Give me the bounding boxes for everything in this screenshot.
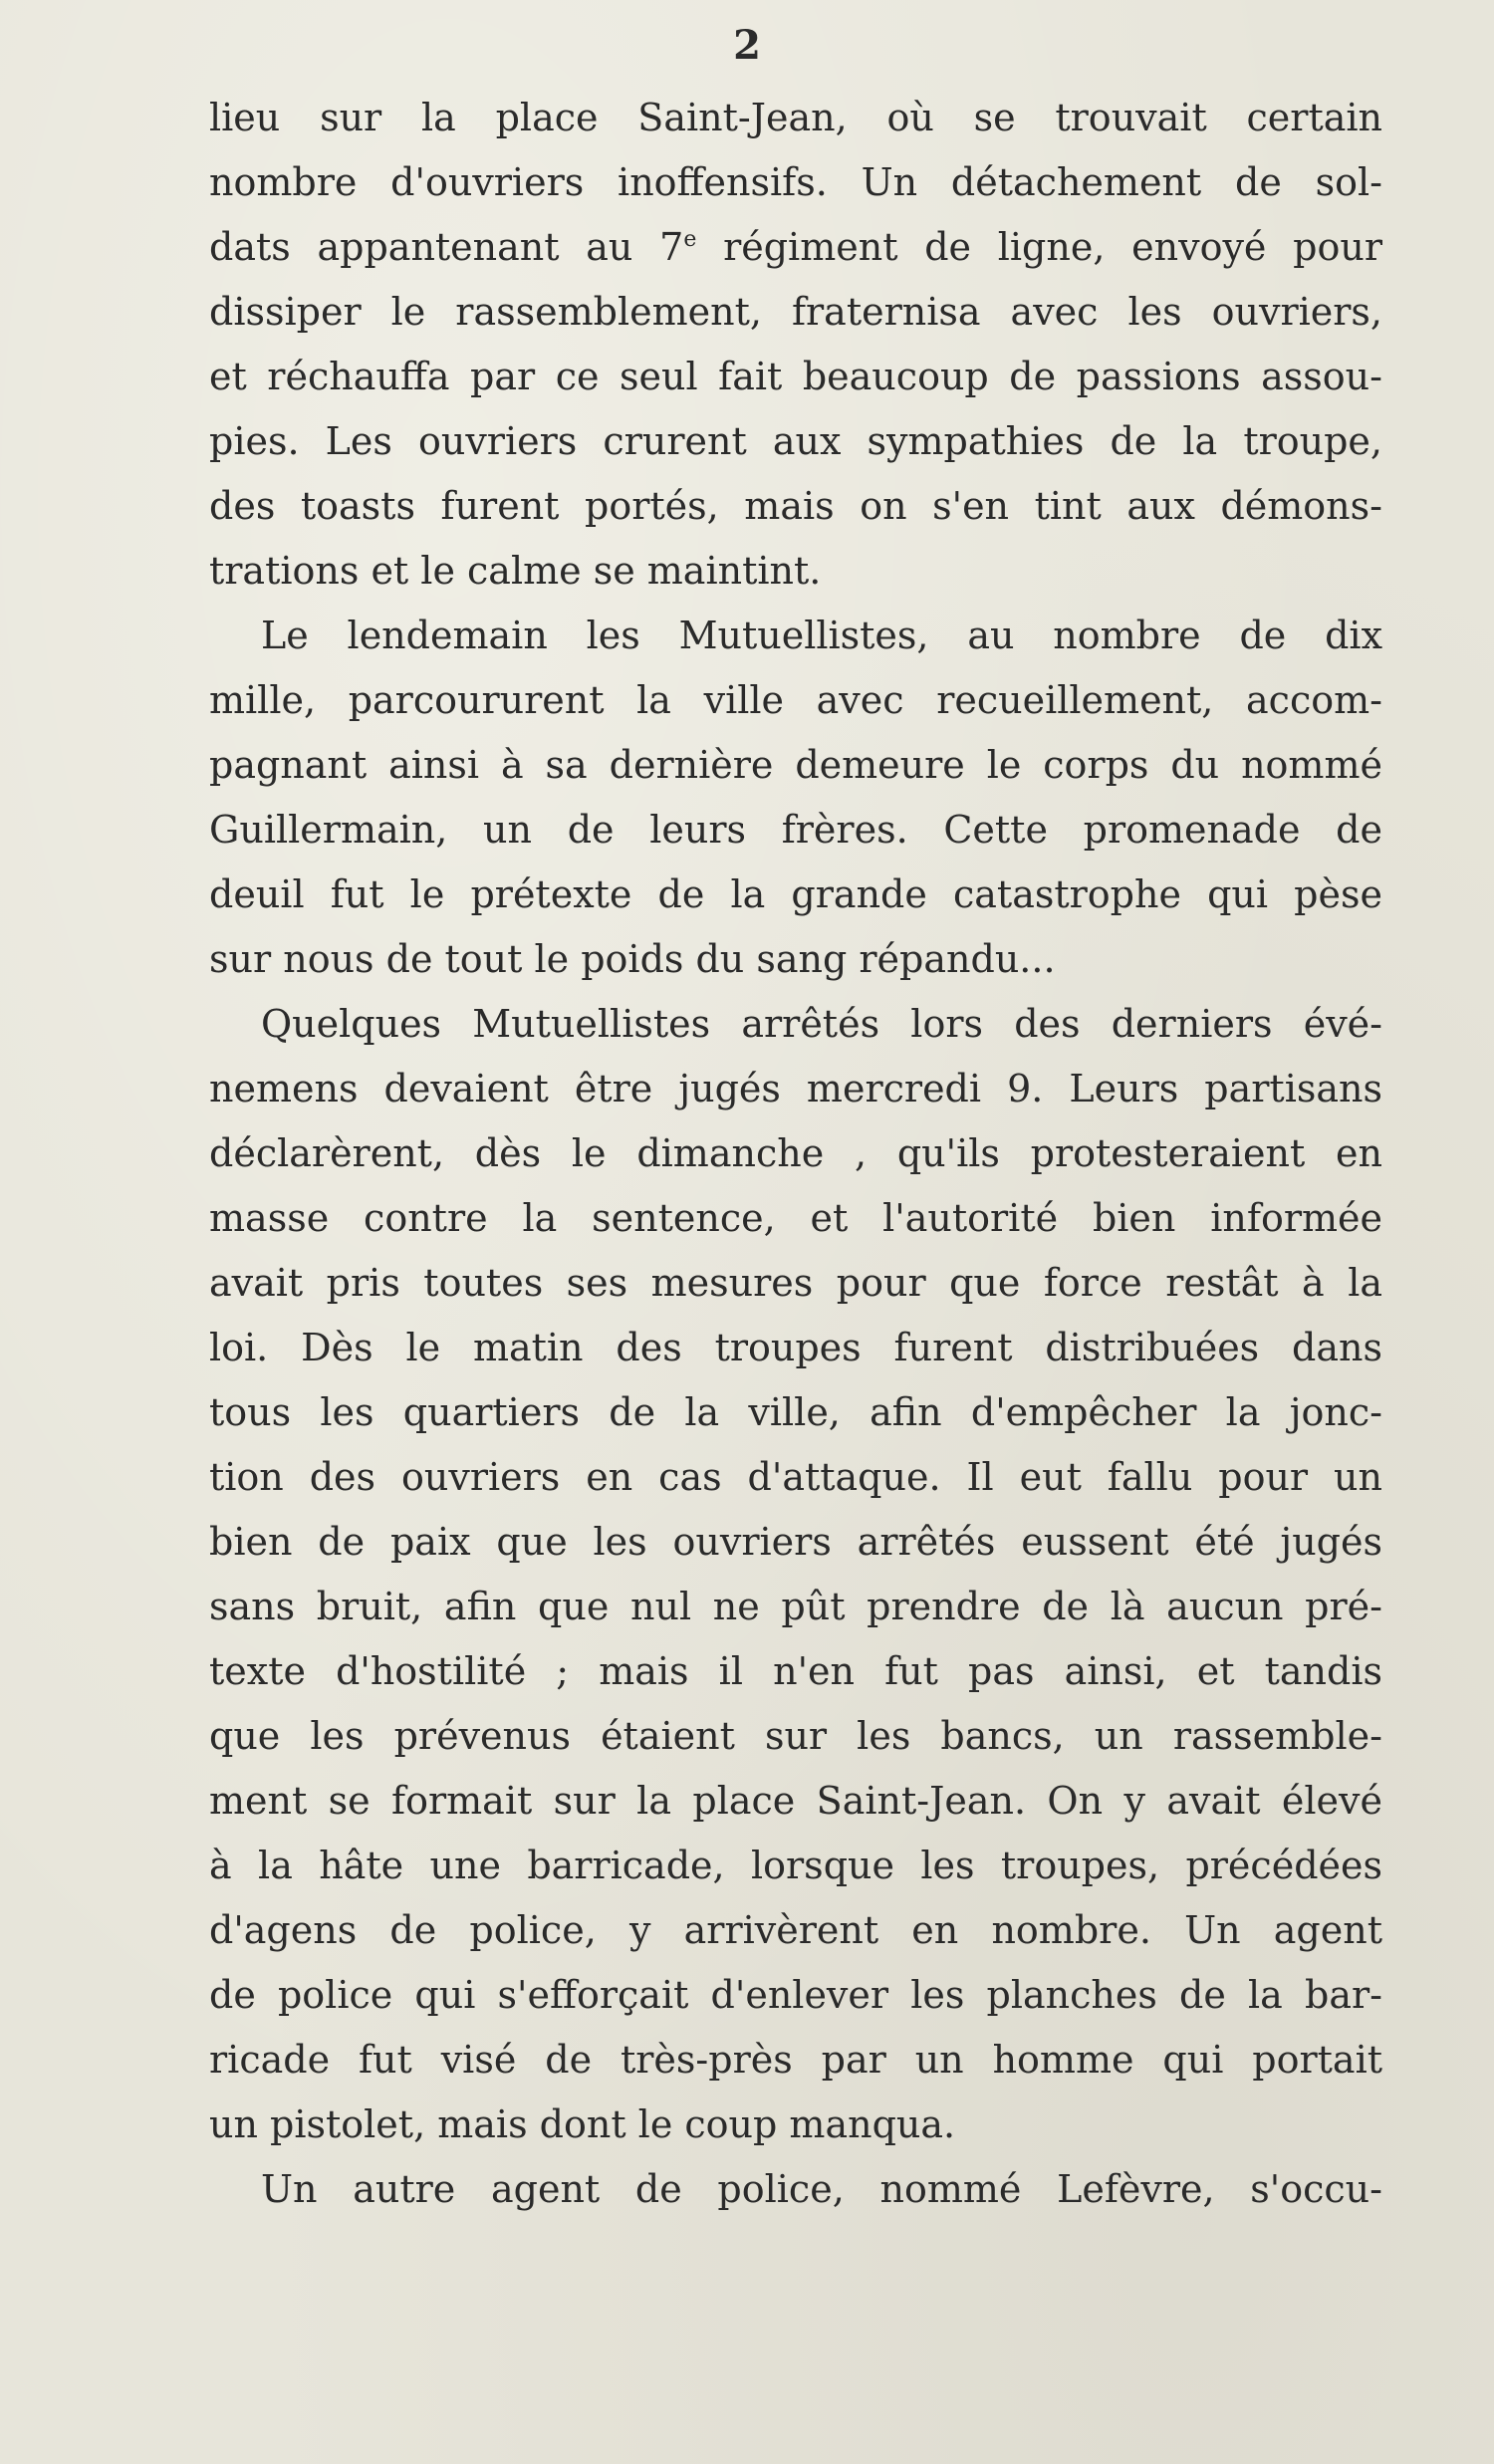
text-line: pies. Les ouvriers crurent aux sympathies de la troupe,	[209, 419, 1382, 463]
text-line: que les prévenus étaient sur les bancs, un rassemble-	[209, 1714, 1382, 1758]
text-line-part: dats appantenant au 7	[209, 225, 684, 269]
text-line: tion des ouvriers en cas d'attaque. Il eut fallu pour un	[209, 1455, 1382, 1499]
text-line: tous les quartiers de la ville, afin d'empêcher la jonc-	[209, 1390, 1382, 1434]
text-line: de police qui s'efforçait d'enlever les planches de la bar-	[209, 1973, 1382, 2017]
text-line: mille, parcoururent la ville avec recueillement, accom-	[209, 678, 1382, 722]
text-line: lieu sur la place Saint-Jean, où se trouvait certain	[209, 96, 1382, 139]
text-line: nombre d'ouvriers inoffensifs. Un détachement de sol-	[209, 160, 1382, 204]
text-line: Guillermain, un de leurs frères. Cette promenade de	[209, 808, 1382, 852]
text-line: pagnant ainsi à sa dernière demeure le corps du nommé	[209, 743, 1382, 787]
text-line: ment se formait sur la place Saint-Jean. On y avait élevé	[209, 1779, 1382, 1823]
body-text	[209, 86, 1382, 2222]
text-line	[209, 215, 1382, 280]
text-line: dissiper le rassemblement, fraternisa avec les ouvriers,	[209, 290, 1382, 334]
text-line: Un autre agent de police, nommé Lefèvre, s'occu-	[261, 2167, 1382, 2211]
text-line: sur nous de tout le poids du sang répandu...	[209, 937, 1056, 981]
text-line: ricade fut visé de très-près par un homme qui portait	[209, 2038, 1382, 2082]
text-line: déclarèrent, dès le dimanche , qu'ils protesteraient en	[209, 1131, 1382, 1175]
text-line: des toasts furent portés, mais on s'en tint aux démons-	[209, 484, 1382, 528]
text-line: avait pris toutes ses mesures pour que force restât à la	[209, 1261, 1382, 1305]
text-line: masse contre la sentence, et l'autorité bien informée	[209, 1196, 1382, 1240]
text-line: deuil fut le prétexte de la grande catastrophe qui pèse	[209, 872, 1382, 916]
text-line: d'agens de police, y arrivèrent en nombre. Un agent	[209, 1908, 1382, 1952]
text-line: texte d'hostilité ; mais il n'en fut pas ainsi, et tandis	[209, 1649, 1382, 1693]
text-line: et réchauffa par ce seul fait beaucoup de passions assou-	[209, 355, 1382, 398]
text-line: bien de paix que les ouvriers arrêtés eussent été jugés	[209, 1520, 1382, 1564]
text-line: Le lendemain les Mutuellistes, au nombre de dix	[261, 614, 1382, 657]
page-number: 2	[733, 22, 761, 69]
text-line: Quelques Mutuellistes arrêtés lors des derniers évé-	[261, 1002, 1382, 1046]
text-line: nemens devaient être jugés mercredi 9. Leurs partisans	[209, 1067, 1382, 1110]
superscript: e	[683, 227, 697, 252]
text-line: trations et le calme se maintint.	[209, 549, 822, 593]
text-line: un pistolet, mais dont le coup manqua.	[209, 2102, 956, 2146]
text-line-part: régiment de ligne, envoyé pour	[696, 225, 1382, 269]
text-line: à la hâte une barricade, lorsque les troupes, précédées	[209, 1844, 1382, 1887]
text-line: loi. Dès le matin des troupes furent distribuées dans	[209, 1326, 1382, 1369]
text-line: sans bruit, afin que nul ne pût prendre de là aucun pré-	[209, 1585, 1382, 1628]
